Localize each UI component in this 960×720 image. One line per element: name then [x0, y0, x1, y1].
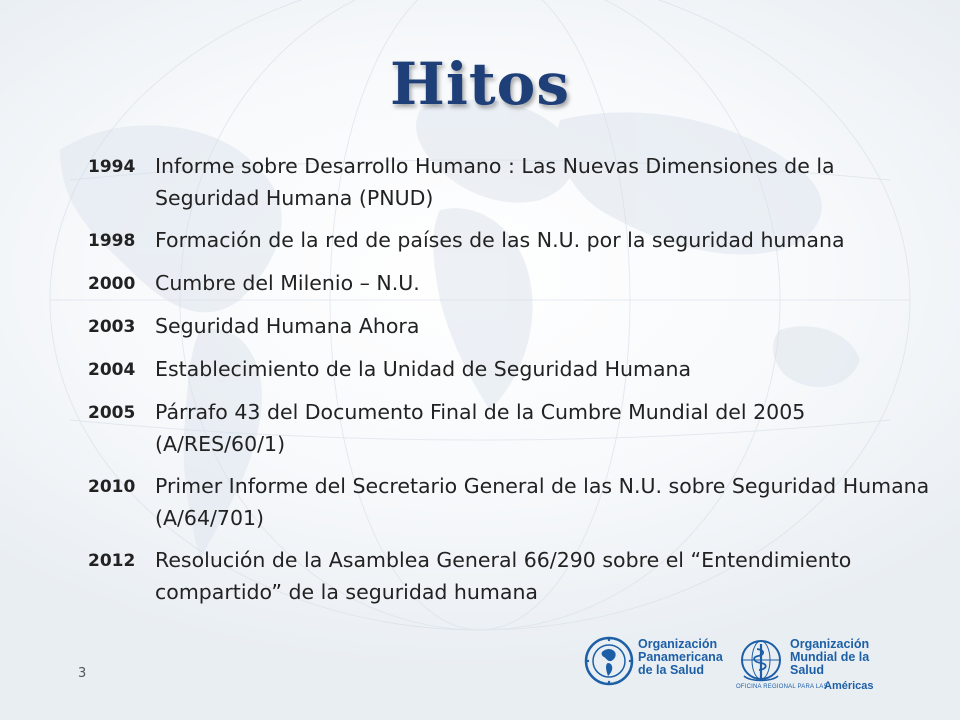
paho-logo [584, 634, 734, 692]
milestone-text: Establecimiento de la Unidad de Seguridad Humana [155, 357, 692, 381]
milestone-row [88, 396, 938, 460]
milestone-text: Resolución de la Asamblea General 66/290 sobre el “Entendimiento compartido” de la seguridad humana [155, 548, 852, 604]
who-region-name: Américas [824, 680, 874, 692]
who-line-2: Mundial de la Salud [790, 650, 870, 677]
milestones-list [88, 150, 938, 618]
paho-emblem-icon [584, 636, 634, 686]
paho-line-2: Panamericana [638, 650, 723, 664]
milestone-text: Párrafo 43 del Documento Final de la Cumbre Mundial del 2005 (A/RES/60/1) [155, 400, 806, 456]
milestone-text: Formación de la red de países de las N.U. por la seguridad humana [155, 228, 845, 252]
milestone-text: Cumbre del Milenio – N.U. [155, 271, 420, 295]
milestone-row [88, 267, 938, 300]
who-emblem-icon [736, 636, 786, 686]
who-regional-office-label: OFICINA REGIONAL PARA LAS [736, 684, 828, 690]
milestone-year: 1998 [88, 231, 136, 251]
milestone-text: Primer Informe del Secretario General de las N.U. sobre Seguridad Humana (A/64/701) [155, 474, 930, 530]
milestone-year: 1994 [88, 157, 136, 177]
milestone-row [88, 150, 938, 214]
who-logo-text [790, 638, 896, 677]
paho-line-1: Organización [638, 637, 718, 651]
milestone-row [88, 544, 938, 608]
milestone-text: Informe sobre Desarrollo Humano : Las Nuevas Dimensiones de la Seguridad Humana (PNUD) [155, 154, 835, 210]
milestone-year: 2004 [88, 360, 136, 380]
milestone-row [88, 310, 938, 343]
who-logo [736, 634, 896, 692]
milestone-year: 2010 [88, 477, 136, 497]
paho-logo-text [638, 638, 723, 677]
milestone-row [88, 224, 938, 257]
milestone-row [88, 353, 938, 386]
who-line-1: Organización [790, 637, 870, 651]
milestone-text: Seguridad Humana Ahora [155, 314, 420, 338]
milestone-year: 2000 [88, 274, 136, 294]
slide-title: Hitos [390, 50, 570, 118]
milestone-year: 2012 [88, 551, 136, 571]
milestone-year: 2003 [88, 317, 136, 337]
milestone-row [88, 470, 938, 534]
paho-line-3: de la Salud [638, 663, 704, 677]
milestone-year: 2005 [88, 403, 136, 423]
page-number: 3 [78, 666, 87, 681]
